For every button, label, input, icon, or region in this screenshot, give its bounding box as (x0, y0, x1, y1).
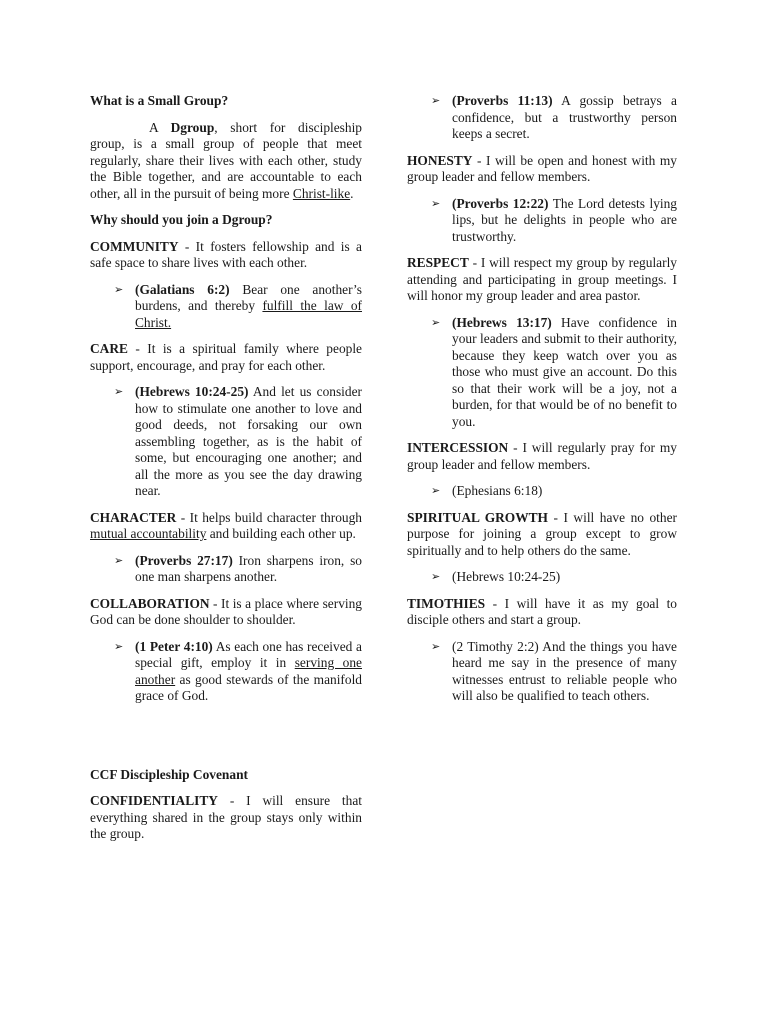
character-underlined: mutual accountability (90, 526, 207, 541)
left-column (90, 93, 362, 853)
verse-ref: (Proverbs 27:17) (135, 552, 233, 568)
verse-text: Bear one another’s burdens, and thereby (135, 281, 362, 313)
character-text-a: - It helps build character through (176, 509, 362, 525)
verse-ref: (1 Peter 4:10) (135, 638, 213, 654)
character-paragraph (90, 510, 362, 543)
timothies-text: - I will have it as my goal to disciple others and start a group. (407, 595, 677, 627)
intro-paragraph (90, 120, 362, 203)
growth-verse (407, 569, 677, 586)
verse-text: The Lord detests lying lips, but he delights in people who are trustworthy. (452, 195, 677, 244)
collaboration-paragraph (90, 596, 362, 629)
timothies-paragraph (407, 596, 677, 629)
community-paragraph (90, 239, 362, 272)
spacer (90, 715, 362, 767)
collaboration-text: - It is a place where serving God can be done shoulder to shoulder. (90, 595, 362, 627)
timothies-term: TIMOTHIES (407, 595, 486, 611)
verse-text-end: as good stewards of the manifold grace of God. (135, 671, 362, 703)
bullet-arrow-icon: ➢ (431, 484, 441, 497)
growth-term: SPIRITUAL GROWTH (407, 509, 548, 525)
bullet-arrow-icon: ➢ (114, 385, 124, 398)
bullet-arrow-icon: ➢ (114, 639, 124, 653)
heading-what-is-small-group: What is a Small Group? (90, 93, 229, 108)
honesty-paragraph (407, 153, 677, 186)
intercession-term: INTERCESSION (407, 440, 509, 455)
care-term: CARE (90, 341, 128, 356)
collaboration-verse (90, 639, 362, 705)
verse-text: Have confidence in your leaders and submit to their authority, because they keep watch over you as those who must give an account. Do this so that their work will be a joy, not a burden, for that would be of no benefit to you. (452, 314, 677, 429)
verse-text: (2 Timothy 2:2) And the things you have heard me say in the presence of many witnesses entrust to reliable people who will also be qualified to teach others. (452, 638, 677, 703)
growth-text: - I will have no other purpose for joining a group except to grow spiritually and to help others do the same. (407, 509, 677, 558)
intercession-verse (407, 483, 677, 500)
verse-text: Iron sharpens iron, so one man sharpens another. (135, 552, 362, 584)
bullet-arrow-icon: ➢ (114, 282, 124, 296)
bullet-arrow-icon: ➢ (431, 94, 441, 107)
verse-ref: (Ephesians 6:18) (452, 483, 543, 498)
intro-a: A (149, 119, 171, 135)
care-paragraph (90, 341, 362, 374)
intro-christlike: Christ-like (292, 185, 351, 201)
collaboration-term: COLLABORATION (90, 595, 210, 611)
care-text: - It is a spiritual family where people support, encourage, and pray for each other. (90, 341, 362, 373)
confidentiality-text: - I will ensure that everything shared in the group stays only within the group. (90, 793, 362, 841)
verse-ref: (Hebrews 10:24-25) (135, 384, 249, 399)
intercession-paragraph (407, 440, 677, 473)
honesty-term: HONESTY (407, 152, 473, 168)
verse-ref: (Proverbs 11:13) (452, 93, 553, 108)
confidentiality-paragraph (90, 793, 362, 843)
heading-why-join: Why should you join a Dgroup? (90, 212, 273, 227)
bullet-arrow-icon: ➢ (431, 315, 441, 329)
community-term: COMMUNITY (90, 238, 179, 254)
character-verse (90, 553, 362, 586)
intro-dgroup: Dgroup (170, 119, 215, 135)
verse-underlined: fulfill the law of Christ. (135, 298, 362, 330)
verse-ref: (Hebrews 13:17) (452, 314, 552, 330)
intro-rest: , short for discipleship group, is a small group of people that meet regularly, share their lives with each other, study the Bible together, and are accountable to each other, all in the pursuit of being more (90, 119, 362, 201)
respect-paragraph (407, 255, 677, 305)
verse-text: As each one has received a special gift, employ it in (135, 638, 362, 670)
intercession-text: - I will regularly pray for my group leader and fellow members. (407, 440, 677, 472)
bullet-arrow-icon: ➢ (114, 553, 124, 567)
bullet-arrow-icon: ➢ (431, 196, 441, 210)
respect-term: RESPECT (407, 255, 469, 270)
care-verse (90, 384, 362, 500)
respect-text: - I will respect my group by regularly attending and participating in group meetings. I will honor my group leader and area pastor. (407, 255, 677, 303)
bullet-arrow-icon: ➢ (431, 570, 441, 583)
verse-ref: (Proverbs 12:22) (452, 195, 549, 211)
verse-text: A gossip betrays a confidence, but a trustworthy person keeps a secret. (452, 93, 677, 141)
character-term: CHARACTER (90, 509, 177, 525)
character-text-b: and building each other up. (206, 526, 356, 541)
verse-ref: (Hebrews 10:24-25) (452, 569, 561, 584)
verse-underlined: serving one another (135, 655, 362, 687)
community-text: - It fosters fellowship and is a safe space to share lives with each other. (90, 238, 362, 270)
respect-verse (407, 315, 677, 431)
heading-covenant: CCF Discipleship Covenant (90, 766, 248, 782)
honesty-verse (407, 196, 677, 246)
community-verse (90, 282, 362, 332)
verse-ref: (Galatians 6:2) (135, 281, 230, 297)
bullet-arrow-icon: ➢ (431, 639, 441, 653)
verse-text: And let us consider how to stimulate one another to love and good deeds, not forsaking our own assembling together, as is the habit of some, but encouraging one another; and all the more as you see the day drawing near. (135, 384, 362, 498)
spiritual-growth-paragraph (407, 510, 677, 560)
timothies-verse (407, 639, 677, 705)
intro-end: . (350, 185, 354, 201)
proverbs-11-13-verse (407, 93, 677, 143)
right-column (407, 93, 677, 715)
confidentiality-term: CONFIDENTIALITY (90, 793, 218, 808)
honesty-text: - I will be open and honest with my group leader and fellow members. (407, 152, 677, 184)
